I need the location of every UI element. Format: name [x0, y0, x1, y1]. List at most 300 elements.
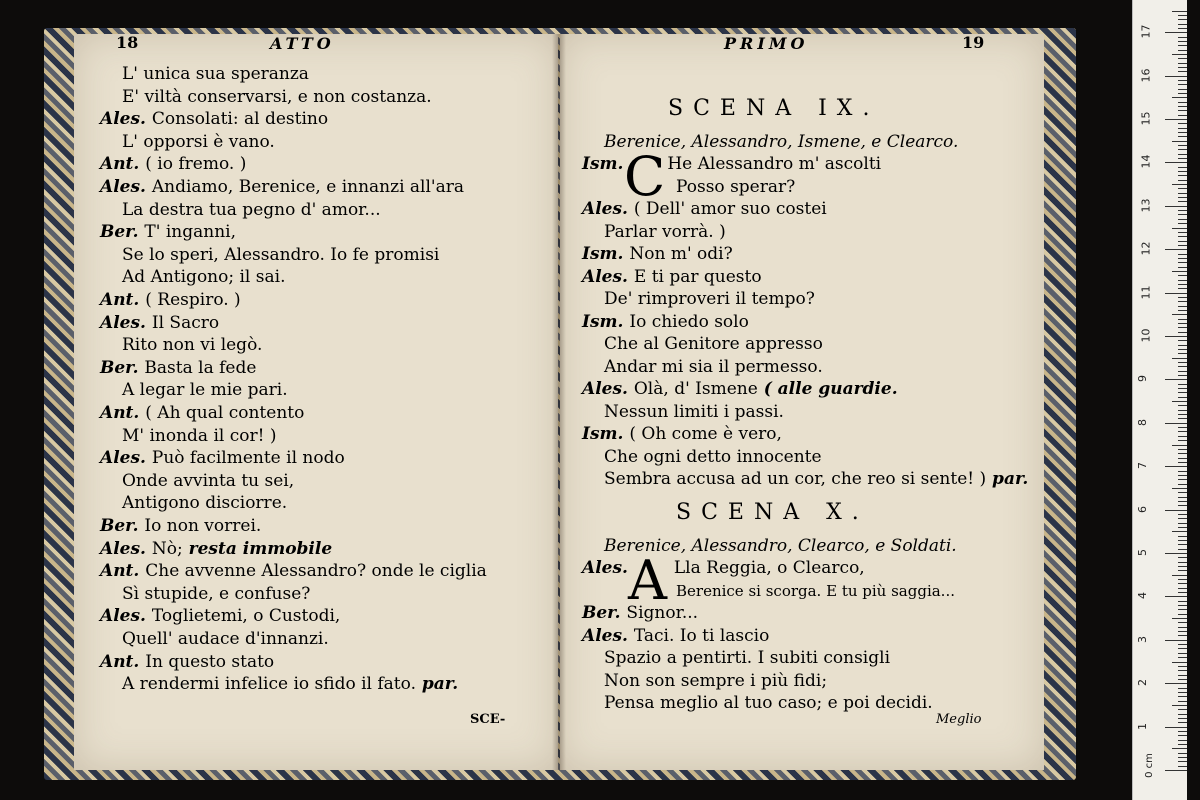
speaker-label: Ber.: [100, 357, 145, 378]
ruler-tick: [1178, 635, 1187, 636]
ruler-tick: [1165, 119, 1187, 120]
text-line: [582, 558, 865, 578]
verse-text: Che al Genitore appresso: [604, 334, 823, 354]
speaker-label: Ism.: [582, 154, 630, 174]
text-line: [582, 267, 762, 287]
ruler-tick: [1178, 223, 1187, 224]
text-line: [582, 244, 733, 264]
text-line: [582, 603, 698, 623]
text-line: [100, 448, 345, 468]
ruler-tick: [1178, 688, 1187, 689]
ruler-tick: [1178, 28, 1187, 29]
ruler-tick: [1178, 80, 1187, 81]
ruler-tick: [1178, 345, 1187, 346]
verse-text: L' unica sua speranza: [122, 64, 309, 84]
ruler-tick: [1178, 518, 1187, 519]
ruler-tick: [1178, 601, 1187, 602]
left-page-number: 18: [116, 33, 139, 52]
ruler-tick: [1178, 557, 1187, 558]
ruler-tick: [1165, 336, 1187, 337]
ruler-tick: [1178, 340, 1187, 341]
verse-text: ( Respiro. ): [145, 290, 241, 310]
ruler-number: 15: [1139, 111, 1153, 126]
ruler-tick: [1178, 670, 1187, 671]
text-line: [100, 154, 246, 174]
ruler-tick: [1178, 462, 1187, 463]
verse-text: Se lo speri, Alessandro. Io fe promisi: [122, 244, 440, 265]
ruler-tick: [1178, 449, 1187, 450]
text-line: [122, 629, 329, 649]
ruler-tick: [1178, 722, 1187, 723]
text-line: [582, 424, 782, 444]
speaker-label: Ales.: [582, 266, 634, 287]
ruler-tick: [1178, 375, 1187, 376]
speaker-label: Ales.: [100, 312, 152, 333]
text-line: [100, 561, 487, 581]
text-line: [604, 447, 822, 467]
text-line: [604, 289, 815, 309]
verse-text: Non son sempre i più fidi;: [604, 670, 828, 691]
ruler-tick: [1178, 280, 1187, 281]
verse-text: Andiamo, Berenice, e innanzi all'ara: [151, 177, 464, 197]
text-line: [604, 402, 784, 422]
ruler-tick: [1178, 566, 1187, 567]
ruler-tick: [1178, 175, 1187, 176]
ruler-tick: [1178, 740, 1187, 741]
speaker-label: Ism.: [582, 244, 630, 264]
ruler-number: 2: [1136, 679, 1149, 687]
verse-text: Berenice si scorga. E tu più saggia...: [676, 581, 955, 600]
ruler-tick: [1178, 562, 1187, 563]
verse-text: La destra tua pegno d' amor...: [122, 199, 381, 220]
ruler-tick: [1165, 293, 1187, 294]
ruler-tick: [1178, 392, 1187, 393]
text-line: [604, 469, 1028, 489]
verse-text: Consolati: al destino: [151, 109, 329, 130]
ruler-tick: [1178, 136, 1187, 137]
text-line: [122, 426, 277, 446]
ruler-tick: [1165, 76, 1187, 77]
right-catchword: Meglio: [936, 712, 982, 727]
ruler-tick: [1172, 97, 1187, 98]
ruler-tick: [1178, 50, 1187, 51]
speaker-label: Ism.: [582, 424, 630, 444]
measurement-ruler: [1132, 0, 1187, 800]
ruler-number: 13: [1139, 198, 1153, 213]
ruler-tick: [1178, 675, 1187, 676]
ruler-tick: [1165, 640, 1187, 641]
text-line: [604, 648, 890, 668]
text-line: [100, 403, 304, 423]
verse-text: Il Sacro: [151, 312, 220, 333]
ruler-tick: [1178, 475, 1187, 476]
ruler-tick: [1178, 735, 1187, 736]
ruler-tick: [1165, 553, 1187, 554]
verse-text: Quell' audace d'innanzi.: [122, 629, 329, 649]
ruler-tick: [1172, 445, 1187, 446]
verse-text: Taci. Io ti lascio: [633, 625, 770, 646]
ruler-tick: [1178, 275, 1187, 276]
ruler-tick: [1178, 241, 1187, 242]
ruler-number: 1: [1136, 722, 1149, 730]
ruler-number: 9: [1136, 375, 1149, 383]
verse-text: Rito non vi legò.: [122, 335, 263, 356]
verse-text: T' inganni,: [144, 222, 236, 243]
ruler-tick: [1178, 753, 1187, 754]
text-line: [676, 581, 955, 601]
scene-ix-cast: Berenice, Alessandro, Ismene, e Clearco.: [604, 132, 959, 152]
ruler-number: 16: [1139, 68, 1153, 83]
ruler-tick: [1165, 249, 1187, 250]
speaker-label: Ant.: [100, 290, 146, 310]
ruler-tick: [1172, 618, 1187, 619]
speaker-label: Ales.: [582, 199, 634, 219]
ruler-tick: [1172, 11, 1187, 12]
ruler-tick: [1178, 201, 1187, 202]
verse-text: Io chiedo solo: [629, 311, 749, 332]
speaker-label: Ant.: [100, 561, 146, 582]
text-line: [676, 177, 795, 197]
ruler-tick: [1178, 245, 1187, 246]
ruler-tick: [1172, 575, 1187, 576]
ruler-tick: [1178, 405, 1187, 406]
ruler-tick: [1165, 466, 1187, 467]
ruler-tick: [1178, 644, 1187, 645]
ruler-tick: [1172, 488, 1187, 489]
verse-text: E ti par questo: [633, 266, 762, 287]
ruler-tick: [1178, 93, 1187, 94]
ruler-tick: [1172, 748, 1187, 749]
ruler-unit-label: 0 cm: [1143, 753, 1155, 778]
text-line: [604, 334, 823, 354]
text-line: [100, 290, 241, 310]
ruler-tick: [1165, 379, 1187, 380]
speaker-label: Ales.: [100, 177, 152, 197]
ruler-tick: [1178, 397, 1187, 398]
text-line: [122, 674, 458, 694]
stage-direction: ( alle guardie.: [757, 379, 898, 399]
ruler-tick: [1178, 115, 1187, 116]
ruler-tick: [1178, 167, 1187, 168]
ruler-tick: [1178, 145, 1187, 146]
ruler-tick: [1172, 184, 1187, 185]
ruler-tick: [1178, 327, 1187, 328]
ruler-tick: [1178, 744, 1187, 745]
ruler-tick: [1178, 540, 1187, 541]
ruler-tick: [1178, 657, 1187, 658]
text-line: [604, 671, 827, 691]
verse-text: Parlar vorrà. ): [604, 221, 726, 242]
verse-text: Pensa meglio al tuo caso; e poi decidi.: [604, 693, 933, 713]
verse-text: Io non vorrei.: [144, 516, 262, 536]
speaker-label: Ales.: [582, 558, 634, 578]
ruler-tick: [1178, 258, 1187, 259]
ruler-tick: [1178, 648, 1187, 649]
speaker-label: Ber.: [582, 603, 627, 623]
ruler-tick: [1178, 24, 1187, 25]
ruler-tick: [1178, 431, 1187, 432]
text-line: [582, 154, 881, 174]
ruler-tick: [1178, 366, 1187, 367]
speaker-label: Ales.: [100, 606, 152, 627]
text-line: [122, 380, 288, 400]
scene-x-dropcap: A: [628, 549, 667, 612]
verse-text: Spazio a pentirti. I subiti consigli: [604, 648, 891, 668]
ruler-tick: [1178, 605, 1187, 606]
verse-text: Olà, d' Ismene: [633, 379, 758, 399]
speaker-label: Ber.: [100, 222, 145, 243]
verse-text: A rendermi infelice io sfido il fato.: [122, 674, 416, 695]
ruler-tick: [1178, 15, 1187, 16]
ruler-tick: [1178, 349, 1187, 350]
text-line: [100, 313, 219, 333]
ruler-tick: [1178, 761, 1187, 762]
verse-text: Sembra accusa ad un cor, che reo si sente! ): [604, 469, 987, 489]
text-line: [100, 516, 261, 536]
ruler-tick: [1178, 262, 1187, 263]
ruler-tick: [1178, 492, 1187, 493]
ruler-tick: [1178, 588, 1187, 589]
text-line: [100, 109, 328, 129]
speaker-label: Ales.: [100, 109, 152, 130]
verse-text: Signor...: [626, 603, 699, 623]
ruler-tick: [1178, 319, 1187, 320]
speaker-label: Ant.: [100, 154, 146, 175]
ruler-tick: [1178, 436, 1187, 437]
ruler-number: 3: [1136, 635, 1149, 643]
scene-x-title: SCENA X.: [676, 500, 869, 525]
text-line: [100, 222, 236, 242]
ruler-tick: [1178, 622, 1187, 623]
text-line: [100, 606, 340, 626]
ruler-tick: [1178, 458, 1187, 459]
ruler-tick: [1178, 84, 1187, 85]
ruler-tick: [1178, 692, 1187, 693]
ruler-tick: [1172, 662, 1187, 663]
ruler-tick: [1178, 37, 1187, 38]
ruler-tick: [1178, 19, 1187, 20]
book-gutter: [552, 34, 566, 770]
verse-text: Posso sperar?: [676, 176, 796, 197]
ruler-number: 12: [1139, 241, 1153, 256]
ruler-tick: [1165, 596, 1187, 597]
verse-text: Andar mi sia il permesso.: [604, 356, 823, 377]
ruler-tick: [1178, 679, 1187, 680]
ruler-tick: [1178, 579, 1187, 580]
ruler-tick: [1178, 453, 1187, 454]
verse-text: A legar le mie pari.: [122, 380, 288, 401]
ruler-tick: [1178, 583, 1187, 584]
ruler-tick: [1178, 440, 1187, 441]
speaker-label: Ales.: [582, 379, 634, 399]
ruler-tick: [1178, 210, 1187, 211]
ruler-tick: [1178, 731, 1187, 732]
ruler-tick: [1178, 766, 1187, 767]
ruler-tick: [1178, 527, 1187, 528]
text-line: [100, 539, 332, 559]
scene-x-cast: Berenice, Alessandro, Clearco, e Soldati.: [604, 536, 957, 556]
right-page-number: 19: [962, 33, 985, 52]
text-line: [582, 312, 749, 332]
left-running-head: ATTO: [270, 34, 335, 53]
ruler-tick: [1178, 631, 1187, 632]
verse-text: Antigono disciorre.: [122, 493, 288, 514]
ruler-tick: [1178, 197, 1187, 198]
ruler-tick: [1178, 544, 1187, 545]
speaker-label: Ant.: [100, 403, 146, 423]
ruler-tick: [1178, 696, 1187, 697]
ruler-tick: [1178, 214, 1187, 215]
speaker-label: Ales.: [582, 625, 634, 646]
ruler-tick: [1178, 709, 1187, 710]
text-line: [100, 177, 464, 197]
text-line: [582, 379, 898, 399]
ruler-tick: [1178, 267, 1187, 268]
ruler-tick: [1178, 102, 1187, 103]
ruler-tick: [1178, 67, 1187, 68]
ruler-tick: [1178, 501, 1187, 502]
ruler-tick: [1178, 41, 1187, 42]
text-line: [604, 693, 933, 713]
ruler-tick: [1178, 306, 1187, 307]
ruler-tick: [1178, 523, 1187, 524]
speaker-label: Ber.: [100, 516, 145, 536]
text-line: [122, 64, 309, 84]
ruler-number: 11: [1139, 285, 1153, 300]
verse-text: M' inonda il cor! ): [122, 425, 277, 446]
ruler-number: 5: [1136, 549, 1149, 556]
ruler-tick: [1178, 171, 1187, 172]
ruler-tick: [1178, 284, 1187, 285]
ruler-tick: [1165, 206, 1187, 207]
ruler-number: 6: [1136, 505, 1149, 513]
verse-text: ( Dell' amor suo costei: [633, 199, 827, 219]
ruler-tick: [1178, 718, 1187, 719]
ruler-tick: [1172, 531, 1187, 532]
ruler-tick: [1178, 63, 1187, 64]
ruler-tick: [1178, 154, 1187, 155]
ruler-tick: [1172, 271, 1187, 272]
ruler-tick: [1178, 45, 1187, 46]
ruler-tick: [1178, 388, 1187, 389]
text-line: [122, 493, 287, 513]
ruler-tick: [1178, 297, 1187, 298]
ruler-tick: [1178, 757, 1187, 758]
ruler-tick: [1165, 510, 1187, 511]
ruler-tick: [1178, 58, 1187, 59]
verse-text: Onde avvinta tu sei,: [122, 470, 295, 491]
ruler-tick: [1172, 141, 1187, 142]
ruler-tick: [1178, 123, 1187, 124]
ruler-tick: [1178, 310, 1187, 311]
verse-text: Lla Reggia, o Clearco,: [673, 558, 865, 578]
ruler-tick: [1178, 471, 1187, 472]
ruler-tick: [1178, 592, 1187, 593]
verse-text: Ad Antigono; il sai.: [122, 267, 286, 288]
text-line: [582, 626, 769, 646]
ruler-number: 8: [1136, 418, 1149, 426]
ruler-tick: [1178, 254, 1187, 255]
verse-text: He Alessandro m' ascolti: [667, 154, 882, 174]
ruler-tick: [1165, 423, 1187, 424]
speaker-label: Ant.: [100, 651, 146, 672]
verse-text: L' opporsi è vano.: [122, 131, 275, 152]
verse-text: Non m' odi?: [629, 244, 733, 264]
ruler-tick: [1178, 384, 1187, 385]
ruler-tick: [1178, 701, 1187, 702]
ruler-tick: [1178, 427, 1187, 428]
stage-direction: resta immobile: [182, 538, 333, 559]
text-line: [122, 335, 262, 355]
ruler-tick: [1172, 54, 1187, 55]
ruler-tick: [1178, 106, 1187, 107]
ruler-tick: [1178, 188, 1187, 189]
scene-ix-dropcap: C: [624, 145, 666, 208]
ruler-tick: [1178, 479, 1187, 480]
ruler-tick: [1178, 614, 1187, 615]
ruler-tick: [1165, 770, 1187, 771]
text-line: [122, 471, 294, 491]
verse-text: Nessun limiti i passi.: [604, 401, 784, 422]
text-line: [100, 358, 256, 378]
ruler-tick: [1178, 353, 1187, 354]
text-line: [122, 200, 381, 220]
ruler-tick: [1178, 514, 1187, 515]
ruler-number: 7: [1136, 462, 1149, 470]
ruler-tick: [1178, 301, 1187, 302]
text-line: [122, 132, 275, 152]
ruler-tick: [1178, 536, 1187, 537]
verse-text: Sì stupide, e confuse?: [122, 583, 311, 604]
ruler-tick: [1172, 228, 1187, 229]
verse-text: De' rimproveri il tempo?: [604, 289, 815, 309]
ruler-tick: [1178, 332, 1187, 333]
ruler-tick: [1178, 653, 1187, 654]
ruler-tick: [1178, 323, 1187, 324]
ruler-tick: [1172, 705, 1187, 706]
ruler-tick: [1178, 236, 1187, 237]
ruler-tick: [1178, 180, 1187, 181]
ruler-tick: [1178, 371, 1187, 372]
ruler-tick: [1178, 89, 1187, 90]
ruler-tick: [1178, 497, 1187, 498]
left-catchword: SCE-: [470, 712, 506, 727]
ruler-tick: [1172, 314, 1187, 315]
ruler-tick: [1165, 162, 1187, 163]
ruler-tick: [1165, 727, 1187, 728]
ruler-number: 14: [1139, 154, 1153, 169]
verse-text: Che ogni detto innocente: [604, 446, 822, 467]
ruler-tick: [1178, 110, 1187, 111]
ruler-tick: [1178, 666, 1187, 667]
scene-ix-title: SCENA IX.: [668, 96, 880, 121]
ruler-tick: [1178, 132, 1187, 133]
text-line: [122, 245, 439, 265]
text-line: [604, 222, 726, 242]
ruler-tick: [1178, 418, 1187, 419]
ruler-tick: [1178, 627, 1187, 628]
ruler-number: 4: [1136, 592, 1149, 600]
ruler-tick: [1178, 232, 1187, 233]
ruler-tick: [1178, 505, 1187, 506]
ruler-tick: [1178, 609, 1187, 610]
ruler-tick: [1178, 410, 1187, 411]
text-line: [122, 584, 310, 604]
ruler-tick: [1178, 484, 1187, 485]
ruler-tick: [1172, 358, 1187, 359]
verse-text: ( Oh come è vero,: [629, 424, 782, 444]
verse-text: Può facilmente il nodo: [151, 448, 345, 469]
